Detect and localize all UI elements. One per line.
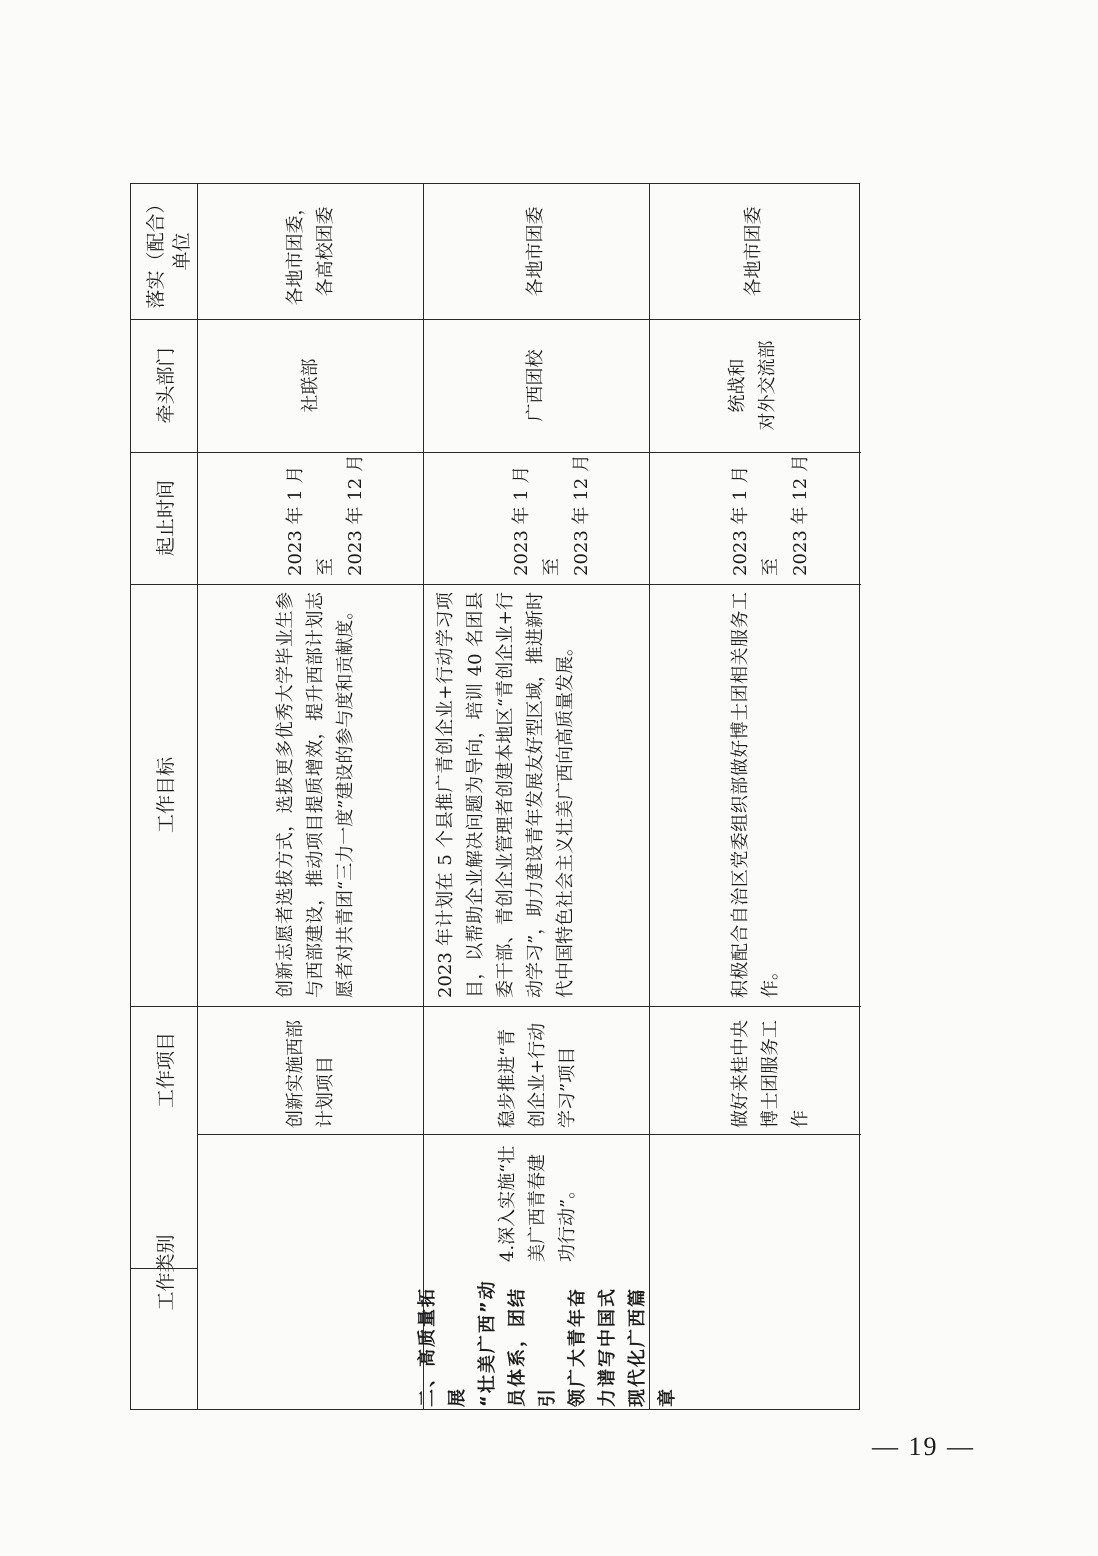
header-time: 起止时间 <box>155 480 177 557</box>
subcategory: 4.深入实施“壮 美广西青春建 功行动”。 <box>497 1145 578 1262</box>
row2-goal: 2023 年计划在 5 个县推广青创企业+行动学习项目，以帮助企业解决问题为导向，培训 40 名团县委干部、青创企业管理者创建本地区“青创企业+行动学习”，助力建设青年发展友好型区域，推进新时代中国特色社会主义壮美广西向高质量发展。 <box>435 592 576 998</box>
row1-units: 各地市团委， 各高校团委 <box>285 197 336 306</box>
row2-time: 2023 年 1 月至 2023 年 12 月 <box>511 454 592 576</box>
row3-time: 2023 年 1 月至 2023 年 12 月 <box>730 454 811 576</box>
row1-goal: 创新志愿者选拔方式，选拔更多优秀大学毕业生参与西部建设，推动项目提质增效，提升西部计划志愿者对共青团“三力一度”建设的参与度和贡献度。 <box>275 592 356 998</box>
row3-lead: 统战和 对外交流部 <box>727 340 778 431</box>
col-divider <box>197 184 198 1409</box>
row3-units: 各地市团委 <box>743 206 764 297</box>
work-plan-table <box>130 183 860 1410</box>
page-number: — 19 — <box>872 1432 975 1461</box>
header-units: 落实（配合） 单位 <box>145 194 193 309</box>
row3-item: 做好来桂中央 博士团服务工 作 <box>730 1020 811 1128</box>
col-divider <box>423 184 424 1409</box>
col-divider <box>649 184 650 1409</box>
row1-time: 2023 年 1 月至 2023 年 12 月 <box>285 454 366 576</box>
header-lead: 牵头部门 <box>155 347 177 424</box>
row2-units: 各地市团委 <box>525 206 546 297</box>
row1-lead: 社联部 <box>300 358 321 413</box>
row-divider <box>131 584 861 585</box>
row3-goal: 积极配合自治区党委组织部做好博士团相关服务工作。 <box>730 592 781 998</box>
header-goal: 工作目标 <box>155 757 177 834</box>
row1-item: 创新实施西部 计划项目 <box>285 1020 336 1128</box>
header-item: 工作项目 <box>155 1032 177 1109</box>
category-main: 二、高质量拓展 “壮美广西”动 员体系，团结引 领广大青年奋 力谱写中国式 现代化广西篇 章 <box>417 1279 678 1407</box>
row2-item: 稳步推进“青 创企业+行动 学习”项目 <box>497 1022 578 1128</box>
header-category: 工作类别 <box>155 1234 177 1311</box>
row2-lead: 广西团校 <box>525 349 546 422</box>
